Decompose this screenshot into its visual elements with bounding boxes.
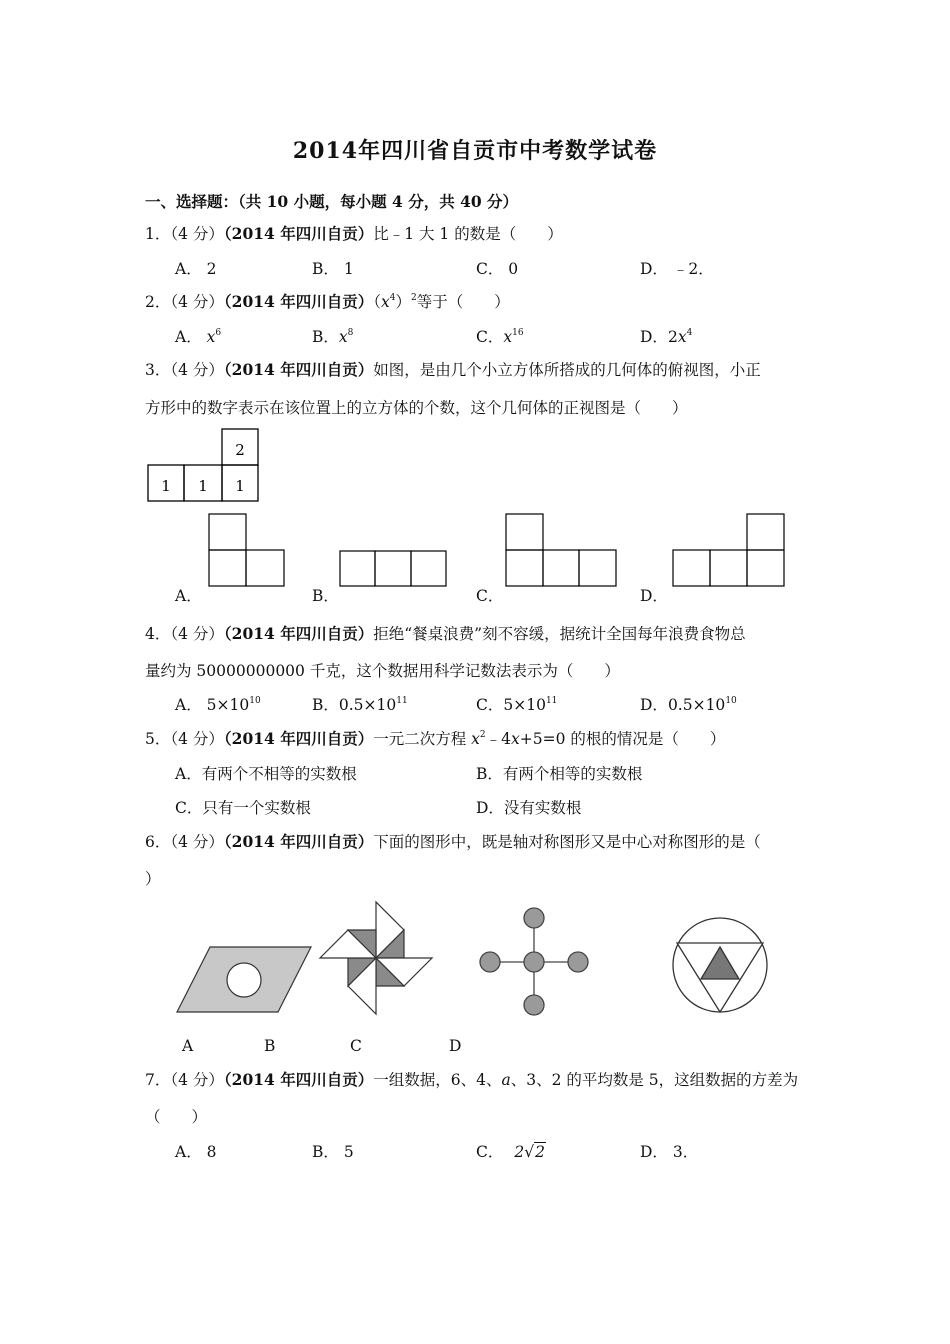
q3-option-d-label: D． xyxy=(640,587,668,605)
question-7-line2: （ ） xyxy=(145,1108,208,1126)
q6-circles-figure xyxy=(480,908,588,1015)
section-heading: 一、选择题：（共 10 小题，每小题 4 分，共 40 分） xyxy=(145,192,519,211)
q6-triangle-circle-figure xyxy=(673,918,767,1012)
q4-option-c: C．$5\times 10^{11}$ xyxy=(476,696,558,714)
q4-option-b: B．$0.5\times 10^{11}$ xyxy=(312,696,408,714)
q6-label-b: B xyxy=(264,1037,276,1055)
question-3-line2: 方形中的数字表示在该位置上的立方体的个数，这个几何体的正视图是（ ） xyxy=(145,399,688,417)
q2-option-a: A． $x^6$ xyxy=(175,328,222,346)
question-6-line2: ） xyxy=(145,870,161,888)
grid-number: 1 xyxy=(235,477,245,495)
grid-number: 1 xyxy=(161,477,171,495)
q1-option-c: C． 0 xyxy=(476,260,519,278)
q3-option-a-label: A． xyxy=(175,587,202,605)
q7-option-d: D． 3． xyxy=(640,1143,699,1161)
question-5: 5．（4 分）（2014 年四川自贡）一元二次方程 $x^2﹣4x+5=0$ 的根的情况是（ ） xyxy=(145,729,726,748)
q5-option-d: D．没有实数根 xyxy=(476,799,582,817)
question-2: 2．（4 分）（2014 年四川自贡）$(x^4)^2$等于（ ） xyxy=(145,292,510,311)
question-4-line2: 量约为 50000000000 千克，这个数据用科学记数法表示为（ ） xyxy=(145,662,620,680)
grid-number: 1 xyxy=(198,477,208,495)
q4-option-a: A． $5\times 10^{10}$ xyxy=(175,696,261,714)
q2-option-b: B．$x^8$ xyxy=(312,328,354,346)
q6-label-a: A xyxy=(182,1037,194,1055)
q3-option-c-label: C． xyxy=(476,587,504,605)
q1-option-d: D． ﹣2． xyxy=(640,260,714,278)
question-1: 1．（4 分）（2014 年四川自贡）比﹣1 大 1 的数是（ ） xyxy=(145,224,563,243)
question-3: 3．（4 分）（2014 年四川自贡）如图，是由几个小立方体所搭成的几何体的俯视图，小正 xyxy=(145,360,761,379)
q2-option-d: D．$2x^4$ xyxy=(640,328,693,346)
q6-parallelogram-figure xyxy=(177,947,311,1012)
q7-option-b: B． 5 xyxy=(312,1143,354,1161)
question-6: 6．（4 分）（2014 年四川自贡）下面的图形中，既是轴对称图形又是中心对称图形的是（ xyxy=(145,832,761,851)
q1-option-b: B． 1 xyxy=(312,260,354,278)
q5-option-b: B．有两个相等的实数根 xyxy=(476,765,643,783)
question-7: 7．（4 分）（2014 年四川自贡）一组数据，6、4、a、3、2 的平均数是 5，这组数据的方差为 xyxy=(145,1070,799,1089)
q4-option-d: D．$0.5\times 10^{10}$ xyxy=(640,696,737,714)
q5-option-c: C．只有一个实数根 xyxy=(175,799,311,817)
q6-label-d: D xyxy=(449,1037,462,1055)
q6-label-c: C xyxy=(350,1037,362,1055)
page-title: 2014年四川省自贡市中考数学试卷 xyxy=(292,138,658,164)
q5-option-a: A．有两个不相等的实数根 xyxy=(175,765,357,783)
q7-option-c: C． 2√2 xyxy=(476,1143,545,1161)
question-4: 4．（4 分）（2014 年四川自贡）拒绝“餐桌浪费”刻不容缓，据统计全国每年浪费食物总 xyxy=(145,624,746,643)
q6-pinwheel-figure xyxy=(320,902,432,1014)
q7-option-a: A． 8 xyxy=(175,1143,217,1161)
q2-option-c: C．$x^{16}$ xyxy=(476,328,524,346)
grid-number: 2 xyxy=(235,441,245,459)
q1-option-a: A． 2 xyxy=(175,260,217,278)
q3-option-b-label: B． xyxy=(312,587,339,605)
sqrt-expression: 2√2 xyxy=(514,1143,545,1161)
